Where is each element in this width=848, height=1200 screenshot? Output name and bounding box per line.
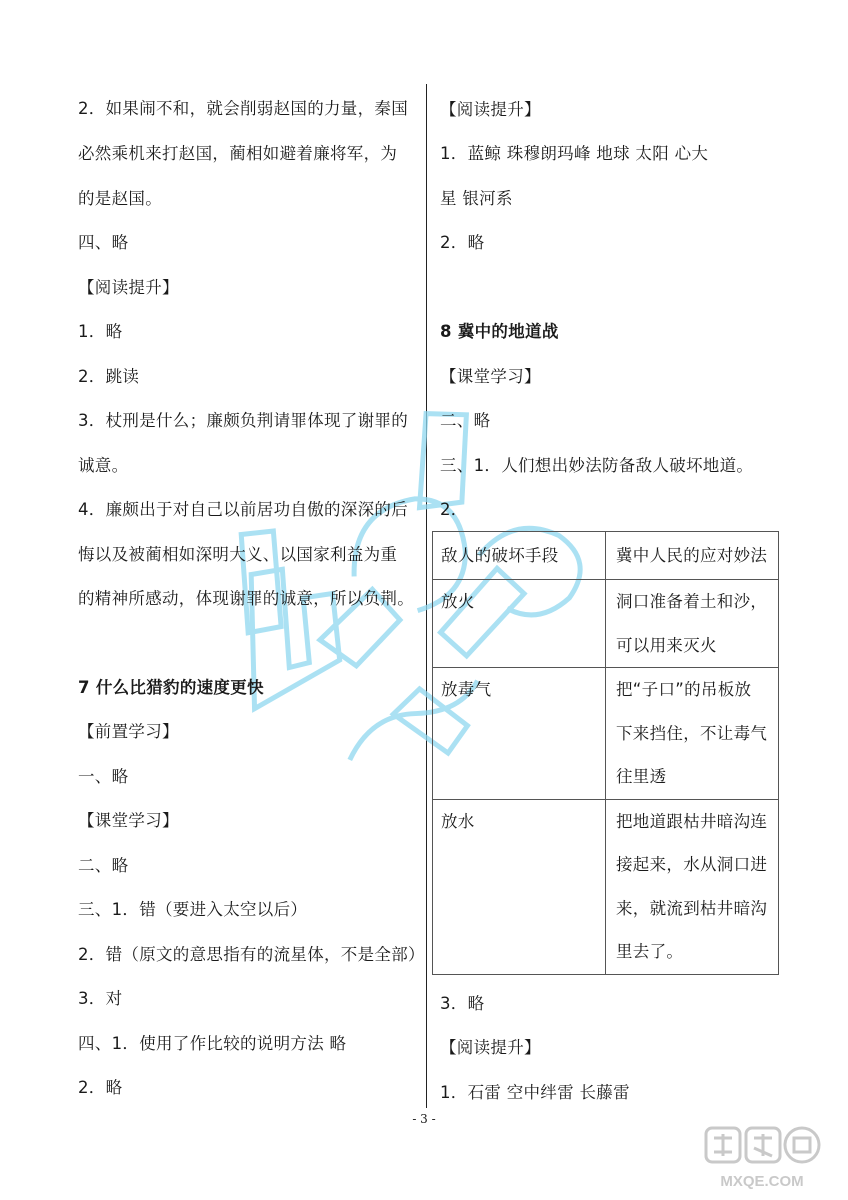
section-heading: 【课堂学习】 bbox=[440, 367, 541, 386]
answer-line: 2． bbox=[440, 500, 468, 519]
answer-line: 星 银河系 bbox=[440, 189, 513, 208]
answer-line: 四、1．使用了作比较的说明方法 略 bbox=[78, 1034, 347, 1053]
answer-line: 二、略 bbox=[440, 411, 491, 430]
table-header-row bbox=[433, 532, 779, 580]
table-row bbox=[433, 799, 779, 974]
section-heading: 【阅读提升】 bbox=[440, 100, 541, 119]
answer-line: 一、略 bbox=[78, 767, 129, 786]
table-cell: 放毒气 bbox=[433, 668, 606, 800]
table-header-cell: 敌人的破坏手段 bbox=[433, 532, 606, 580]
answer-line: 3．略 bbox=[440, 994, 485, 1013]
table-row bbox=[433, 580, 779, 668]
answer-line: 三、1．人们想出妙法防备敌人破坏地道。 bbox=[440, 456, 754, 475]
answer-line: 2．略 bbox=[78, 1078, 123, 1097]
section-heading: 【阅读提升】 bbox=[78, 278, 179, 297]
table-cell: 放火 bbox=[433, 580, 606, 668]
column-divider bbox=[426, 84, 427, 1108]
answer-line: 的是赵国。 bbox=[78, 189, 162, 208]
lesson-title: 7 什么比猎豹的速度更快 bbox=[78, 678, 264, 697]
answer-line: 3．对 bbox=[78, 989, 123, 1008]
section-heading: 【前置学习】 bbox=[78, 722, 179, 741]
table-cell: 洞口准备着土和沙， 可以用来灭火 bbox=[606, 580, 779, 668]
section-heading: 【课堂学习】 bbox=[78, 811, 179, 830]
answer-line: 诚意。 bbox=[78, 456, 129, 475]
table-row bbox=[433, 668, 779, 800]
svg-text:MXQE.COM: MXQE.COM bbox=[720, 1173, 804, 1190]
answer-line: 1．石雷 空中绊雷 长藤雷 bbox=[440, 1083, 630, 1102]
table-cell: 放水 bbox=[433, 799, 606, 974]
answer-line: 三、1．错（要进入太空以后） bbox=[78, 900, 308, 919]
answer-line: 2．如果闹不和，就会削弱赵国的力量，秦国 bbox=[78, 99, 408, 118]
table-cell: 把地道跟枯井暗沟连 接起来，水从洞口进 来，就流到枯井暗沟 里去了。 bbox=[606, 799, 779, 974]
answer-line: 2．跳读 bbox=[78, 367, 140, 386]
table-header-cell: 冀中人民的应对妙法 bbox=[606, 532, 779, 580]
answer-line: 3．杖刑是什么；廉颇负荆请罪体现了谢罪的 bbox=[78, 411, 408, 430]
answer-line: 1．蓝鲸 珠穆朗玛峰 地球 太阳 心大 bbox=[440, 144, 709, 163]
answer-table bbox=[432, 531, 779, 975]
answer-line: 四、略 bbox=[78, 233, 129, 252]
lesson-title: 8 冀中的地道战 bbox=[440, 322, 559, 341]
answer-line: 悔以及被蔺相如深明大义、以国家利益为重 bbox=[78, 545, 398, 564]
page-number: - 3 - bbox=[412, 1112, 436, 1126]
answer-line: 2．略 bbox=[440, 233, 485, 252]
answer-line: 2．错（原文的意思指有的流星体，不是全部） bbox=[78, 945, 425, 964]
answer-line: 4．廉颇出于对自己以前居功自傲的深深的后 bbox=[78, 500, 408, 519]
answer-line: 1．略 bbox=[78, 322, 123, 341]
answer-line: 二、略 bbox=[78, 856, 129, 875]
section-heading: 【阅读提升】 bbox=[440, 1038, 541, 1057]
answer-line: 必然乘机来打赵国，蔺相如避着廉将军，为 bbox=[78, 144, 398, 163]
answer-line: 的精神所感动，体现谢罪的诚意，所以负荆。 bbox=[78, 589, 414, 608]
table-cell: 把“子口”的吊板放 下来挡住，不让毒气 往里透 bbox=[606, 668, 779, 800]
site-logo bbox=[702, 1124, 822, 1194]
